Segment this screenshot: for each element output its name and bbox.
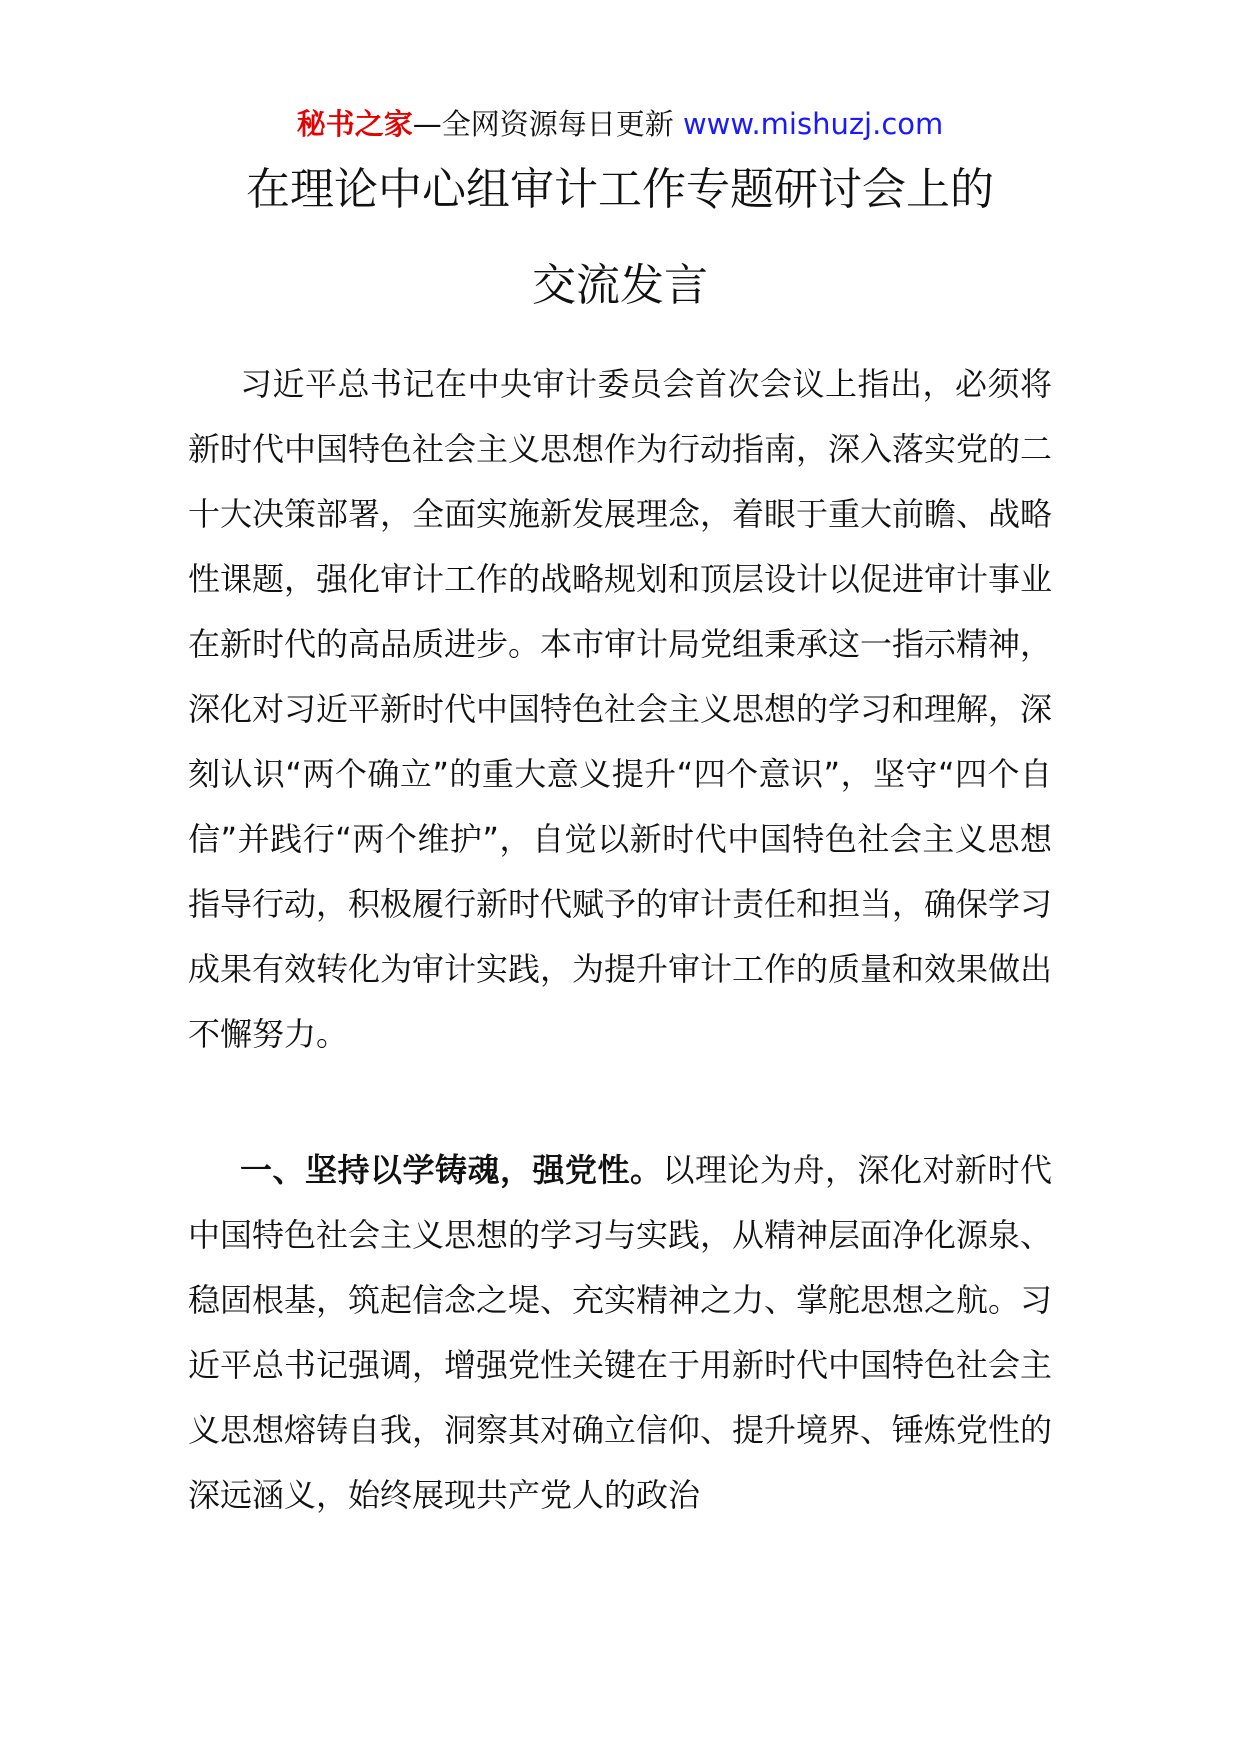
section-heading: 一、坚持以学铸魂，强党性。 — [240, 1151, 663, 1189]
body-paragraph-1 — [188, 352, 1052, 1067]
site-brand: 秘书之家 — [296, 107, 413, 141]
site-url[interactable]: www.mishuzj.com — [682, 107, 944, 141]
body-paragraph-2 — [188, 1138, 1052, 1528]
section-body: 以理论为舟，深化对新时代中国特色社会主义思想的学习与实践，从精神层面净化源泉、稳固根基，筑起信念之堤、充实精神之力、掌舵思想之航。习近平总书记强调，增强党性关键在于用新时代中国特色社会主义思想熔铸自我，洞察其对确立信仰、提升境界、锤炼党性的深远涵义，始终展现共产党人的政治 — [188, 1151, 1053, 1514]
site-tagline: —全网资源每日更新 — [412, 107, 683, 141]
document-title-line-2: 交流发言 — [532, 260, 708, 311]
document-title-line-1: 在理论中心组审计工作专题研讨会上的 — [246, 164, 994, 215]
site-header — [0, 104, 1240, 144]
paragraph-text — [188, 1138, 1052, 1528]
paragraph-text: 习近平总书记在中央审计委员会首次会议上指出，必须将新时代中国特色社会主义思想作为行动指南，深入落实党的二十大决策部署，全面实施新发展理念，着眼于重大前瞻、战略性课题，强化审计工作的战略规划和顶层设计以促进审计事业在新时代的高品质进步。本市审计局党组秉承这一指示精神，深化对习近平新时代中国特色社会主义思想的学习和理解，深刻认识“两个确立”的重大意义提升“四个意识”，坚守“四个自信”并践行“两个维护”，自觉以新时代中国特色社会主义思想指导行动，积极履行新时代赋予的审计责任和担当，确保学习成果有效转化为审计实践，为提升审计工作的质量和效果做出不懈努力。 — [188, 365, 1053, 1053]
